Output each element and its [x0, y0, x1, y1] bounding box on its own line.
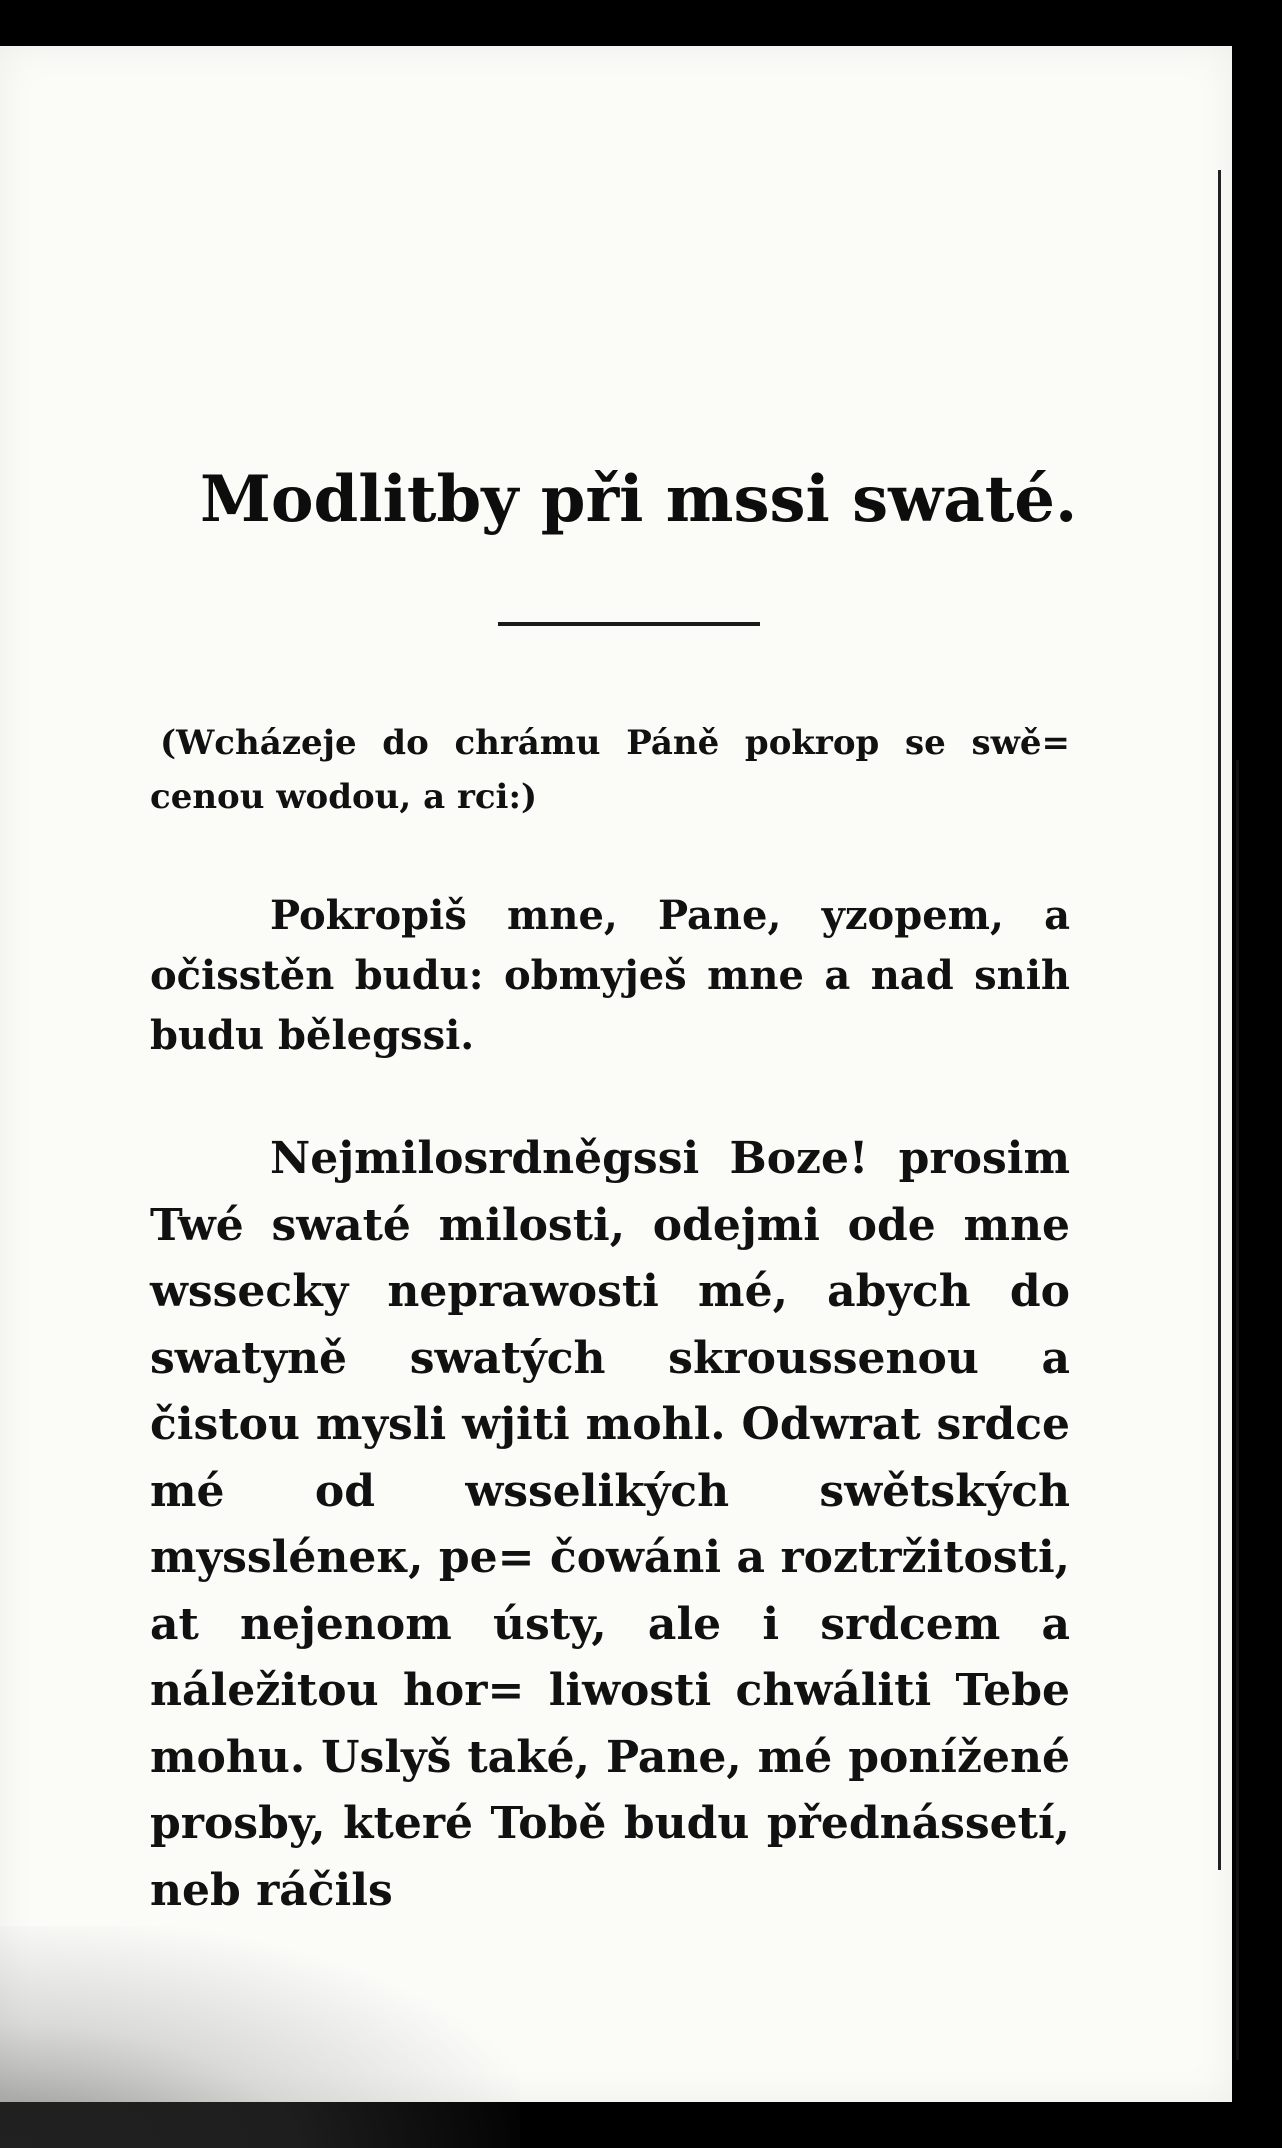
heading-divider [498, 622, 760, 626]
prayer-paragraph: Nejmilosrdněgssi Boze! prosim Twé swaté milosti, odejmi ode mne wssecky neprawosti mé, abych do swatyně swatých skroussenou a čistou mysli wjiti mohl. Odwrat srdce mé od wsselikých swětských myssléneк, pe= čowáni a roztržitosti, at nejenom ústy, ale i srdcem a náležitou hor= liwosti chwáliti Tebe mohu. Uslyš také, Pane, mé ponížené prosby, které Tobě budu přednássetí, neb ráčils [150, 1133, 1070, 1916]
page-edge-line [1218, 170, 1221, 1870]
psalm-paragraph: Pokropiš mne, Pane, yzopem, a očisstěn budu: obmyješ mne a nad snih budu bělegssi. [150, 892, 1070, 1059]
page-heading: Modlitby při mssi swaté. [200, 462, 1078, 537]
page-stain [0, 1926, 520, 2148]
scan-border-top [0, 0, 1282, 26]
page-edge-line [1236, 760, 1239, 2060]
book-page [0, 46, 1232, 2102]
scan-border-right [1244, 0, 1282, 2102]
rubric-paragraph: (Wcházeje do chrámu Páně pokrop se swě= cenou wodou, a rci:) [150, 723, 1070, 817]
